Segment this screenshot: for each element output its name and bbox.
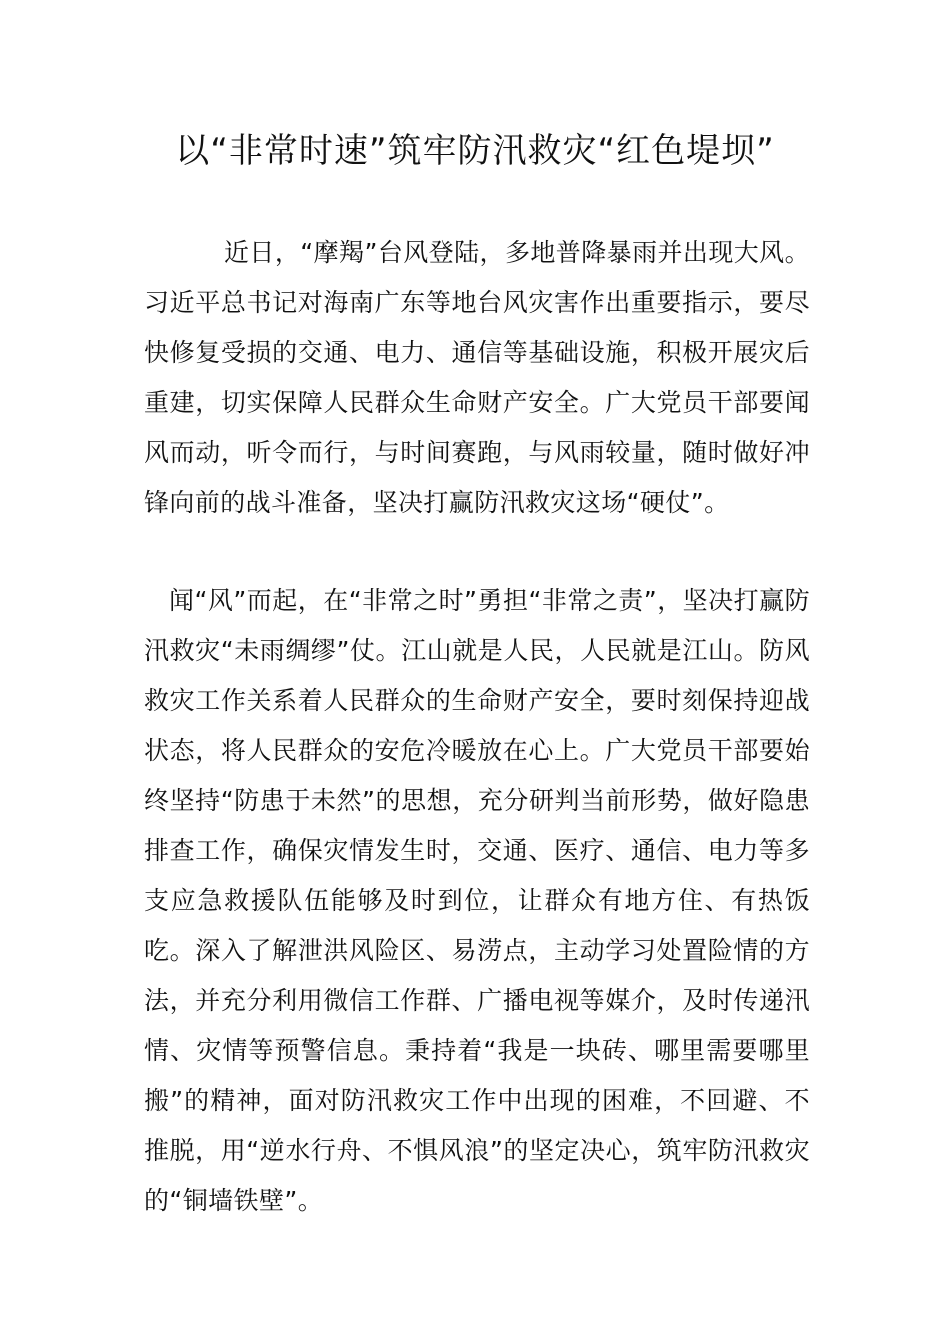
paragraph-1: 近日，“摩羯”台风登陆，多地普降暴雨并出现大风。习近平总书记对海南广东等地台风灾害作出重要指示，要尽快修复受损的交通、电力、通信等基础设施，积极开展灾后重建，切实保障人民群众生命财产安全。广大党员干部要闻风而动，听令而行，与时间赛跑，与风雨较量，随时做好冲锋向前的战斗准备，坚决打赢防汛救灾这场“硬仗”。 bbox=[144, 238, 810, 517]
paragraph-2: 闻“风”而起，在“非常之时”勇担“非常之责”，坚决打赢防汛救灾“未雨绸缪”仗。江山就是人民，人民就是江山。防风救灾工作关系着人民群众的生命财产安全，要时刻保持迎战状态，将人民群众的安危冷暖放在心上。广大党员干部要始终坚持“防患于未然”的思想，充分研判当前形势，做好隐患排查工作，确保灾情发生时，交通、医疗、通信、电力等多支应急救援队伍能够及时到位，让群众有地方住、有热饭吃。深入了解泄洪风险区、易涝点，主动学习处置险情的方法，并充分利用微信工作群、广播电视等媒介，及时传递汛情、灾情等预警信息。秉持着“我是一块砖、哪里需要哪里搬”的精神，面对防汛救灾工作中出现的困难，不回避、不推脱，用“逆水行舟、不惧风浪”的坚定决心，筑牢防汛救灾的“铜墙铁壁”。 bbox=[144, 586, 810, 1215]
document-title: 以“非常时速”筑牢防汛救灾“红色堤坝” bbox=[175, 131, 775, 171]
